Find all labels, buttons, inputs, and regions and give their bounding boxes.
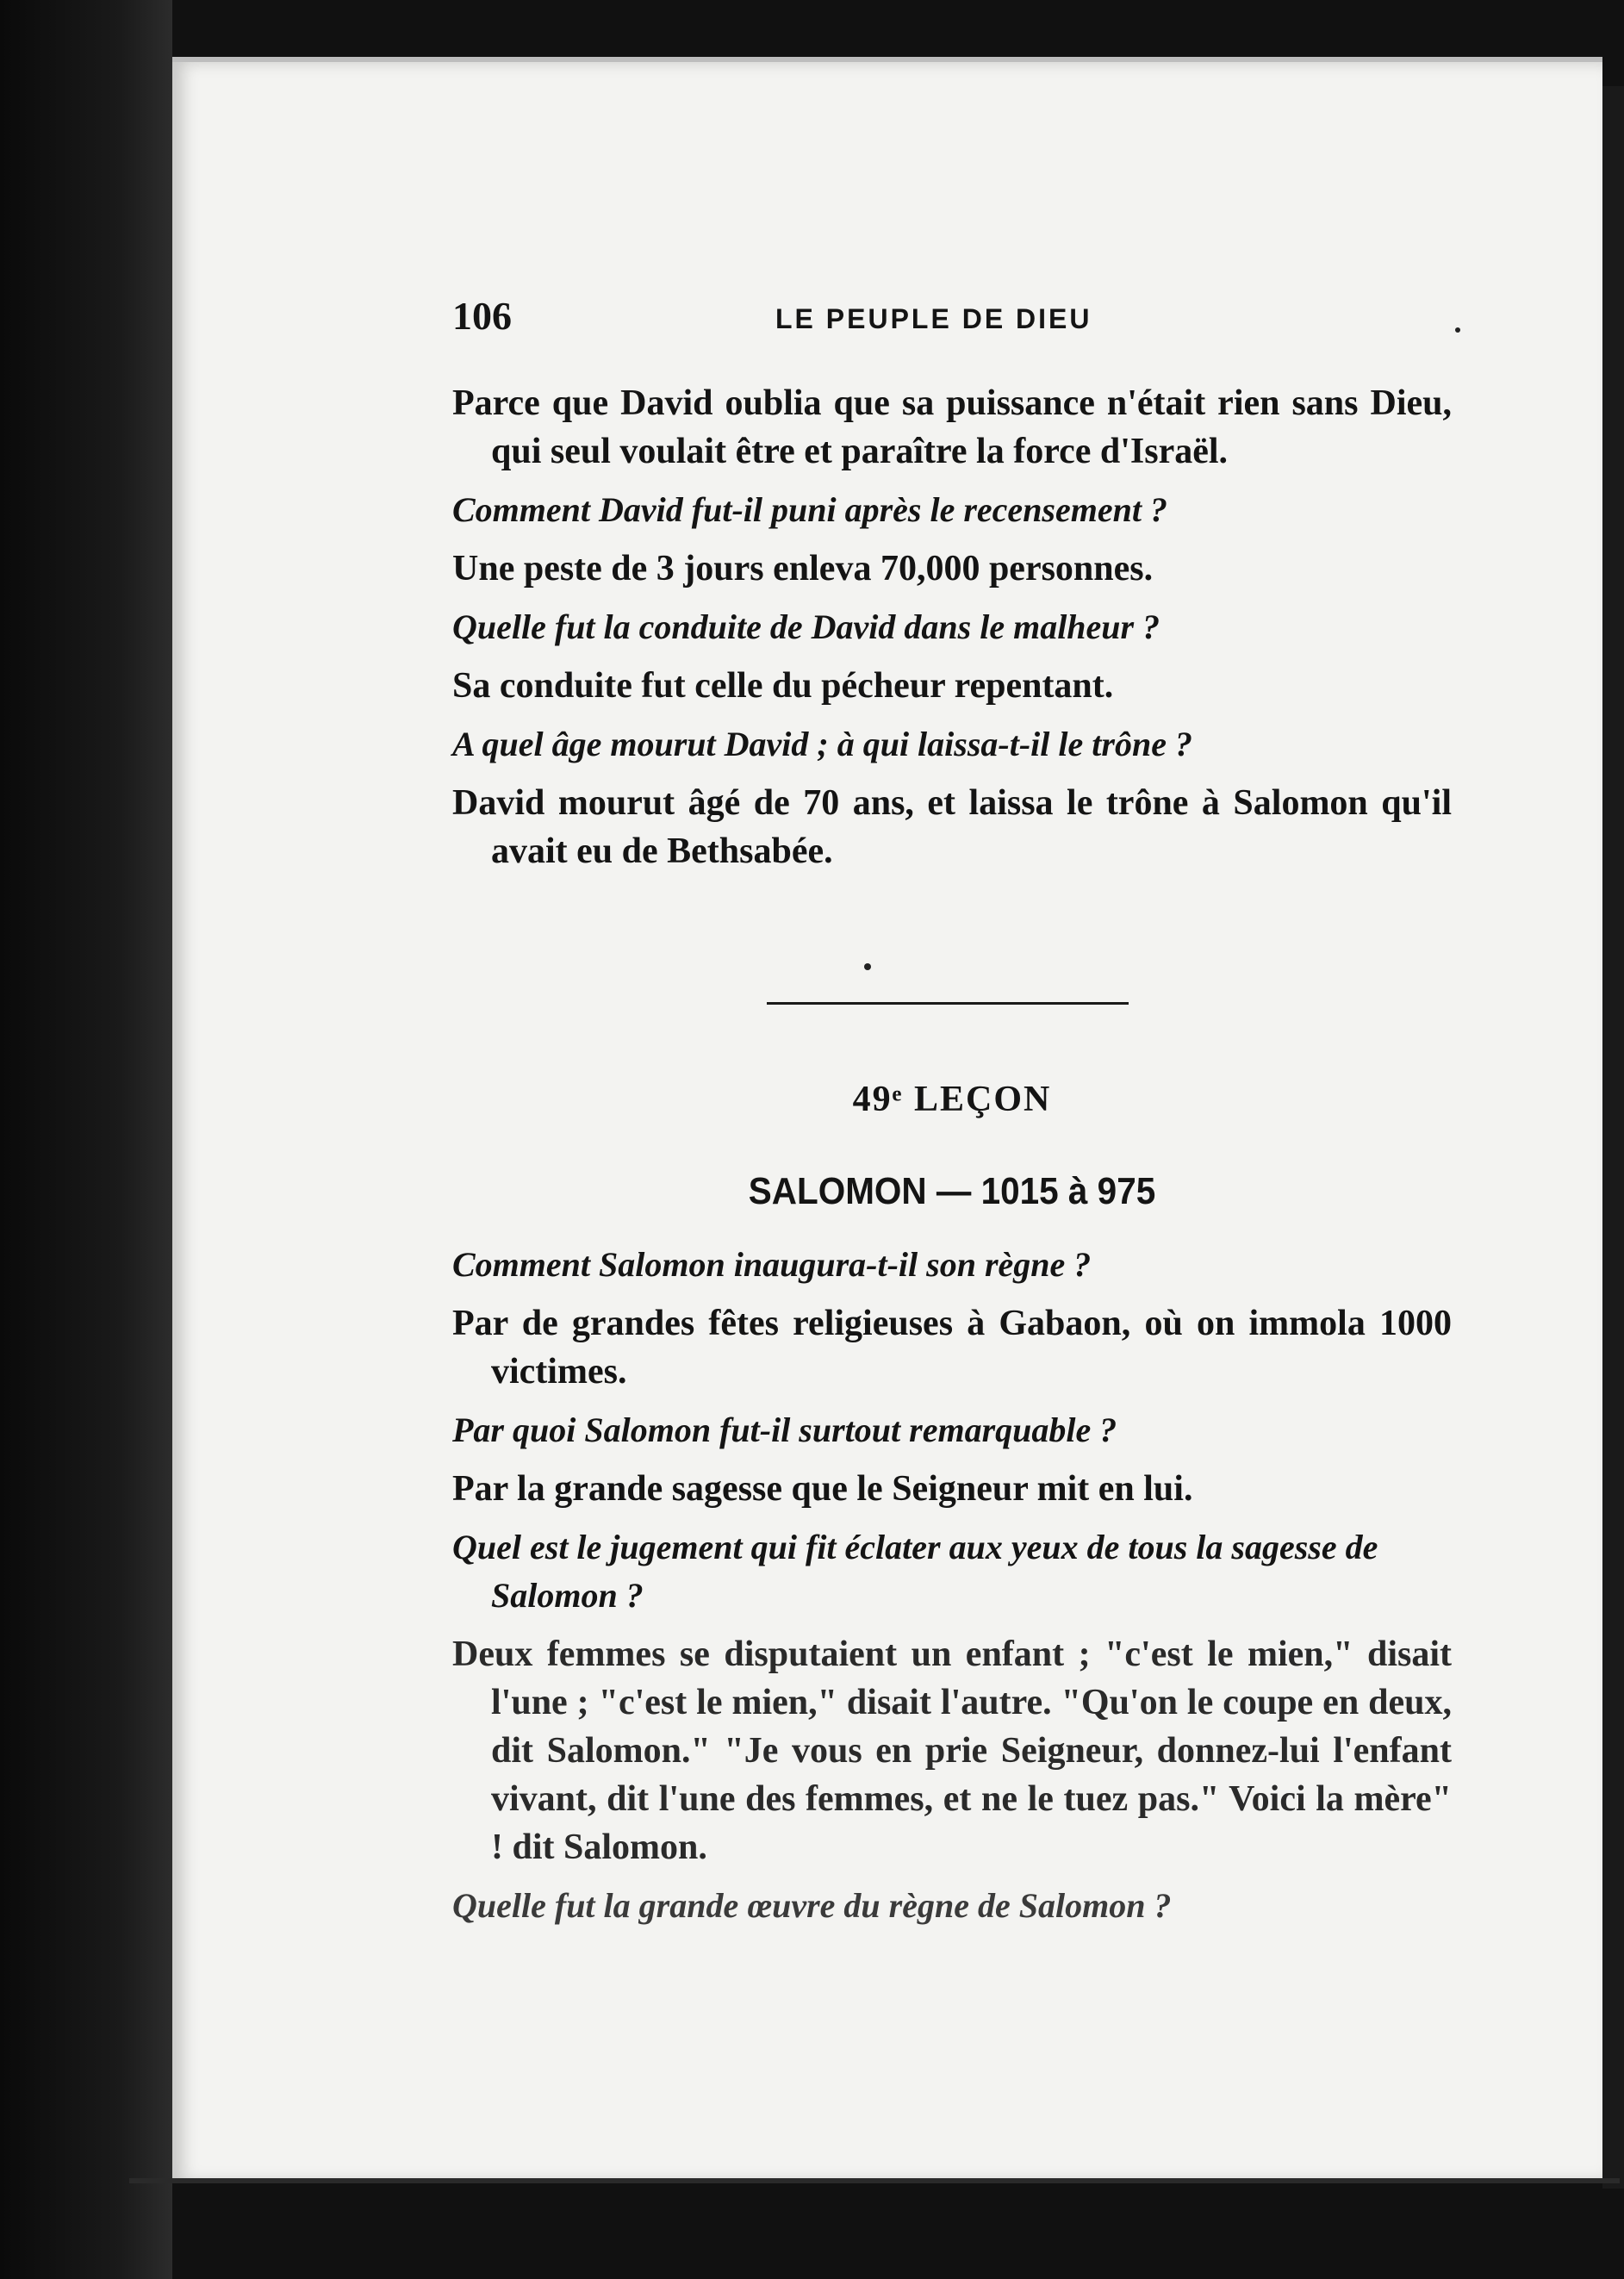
answer-paragraph: Par la grande sagesse que le Seigneur mit en lui.	[452, 1469, 1193, 1509]
running-title: LE PEUPLE DE DIEU	[775, 303, 1092, 334]
divider-dot	[864, 963, 871, 970]
section-david	[452, 379, 1452, 886]
section-divider	[767, 1002, 1129, 1005]
book-gutter-shadow	[0, 0, 172, 2279]
answer-paragraph: Deux femmes se disputaient un enfant ; "c'est le mien," disait l'une ; "c'est le mien," disait l'autre. "Qu'on le coupe en deux, dit Salomon." "Je vous en prie Seigneur, donnez-lui l'enfant vivant, dit l'une des femmes, et ne le tuez pas." Voici la mère" ! dit Salomon.	[452, 1635, 1452, 1867]
question-paragraph: Par quoi Salomon fut-il surtout remarquable ?	[452, 1410, 1117, 1449]
question-paragraph: Comment David fut-il puni après le recensement ?	[452, 490, 1167, 529]
answer-paragraph: Sa conduite fut celle du pécheur repentant.	[452, 666, 1114, 706]
page-header	[452, 293, 1452, 345]
answer-paragraph: David mourut âgé de 70 ans, et laissa le trône à Salomon qu'il avait eu de Bethsabée.	[452, 783, 1452, 871]
page-number: 106	[452, 294, 512, 338]
question-paragraph: Quel est le jugement qui fit éclater aux yeux de tous la sagesse de Salomon ?	[452, 1528, 1378, 1615]
question-paragraph: Quelle fut la grande œuvre du règne de Salomon ?	[452, 1886, 1172, 1925]
answer-paragraph: Par de grandes fêtes religieuses à Gabaon, où on immola 1000 victimes.	[452, 1304, 1452, 1392]
question-paragraph: A quel âge mourut David ; à qui laissa-t-il le trône ?	[452, 725, 1192, 763]
section-salomon	[452, 1241, 1452, 1940]
right-page-edge	[1602, 86, 1624, 2189]
speck-mark	[1455, 327, 1460, 333]
question-paragraph: Quelle fut la conduite de David dans le malheur ?	[452, 607, 1160, 646]
lesson-title: SALOMON — 1015 à 975	[748, 1170, 1156, 1212]
lesson-number: 49ᵉ LEÇON	[852, 1080, 1052, 1119]
answer-paragraph: Une peste de 3 jours enleva 70,000 personnes.	[452, 549, 1154, 588]
question-paragraph: Comment Salomon inaugura-t-il son règne ?	[452, 1245, 1092, 1284]
page-bottom-edge	[129, 2178, 1620, 2183]
answer-paragraph: Parce que David oublia que sa puissance n'était rien sans Dieu, qui seul voulait être et paraître la force d'Israël.	[452, 383, 1452, 471]
